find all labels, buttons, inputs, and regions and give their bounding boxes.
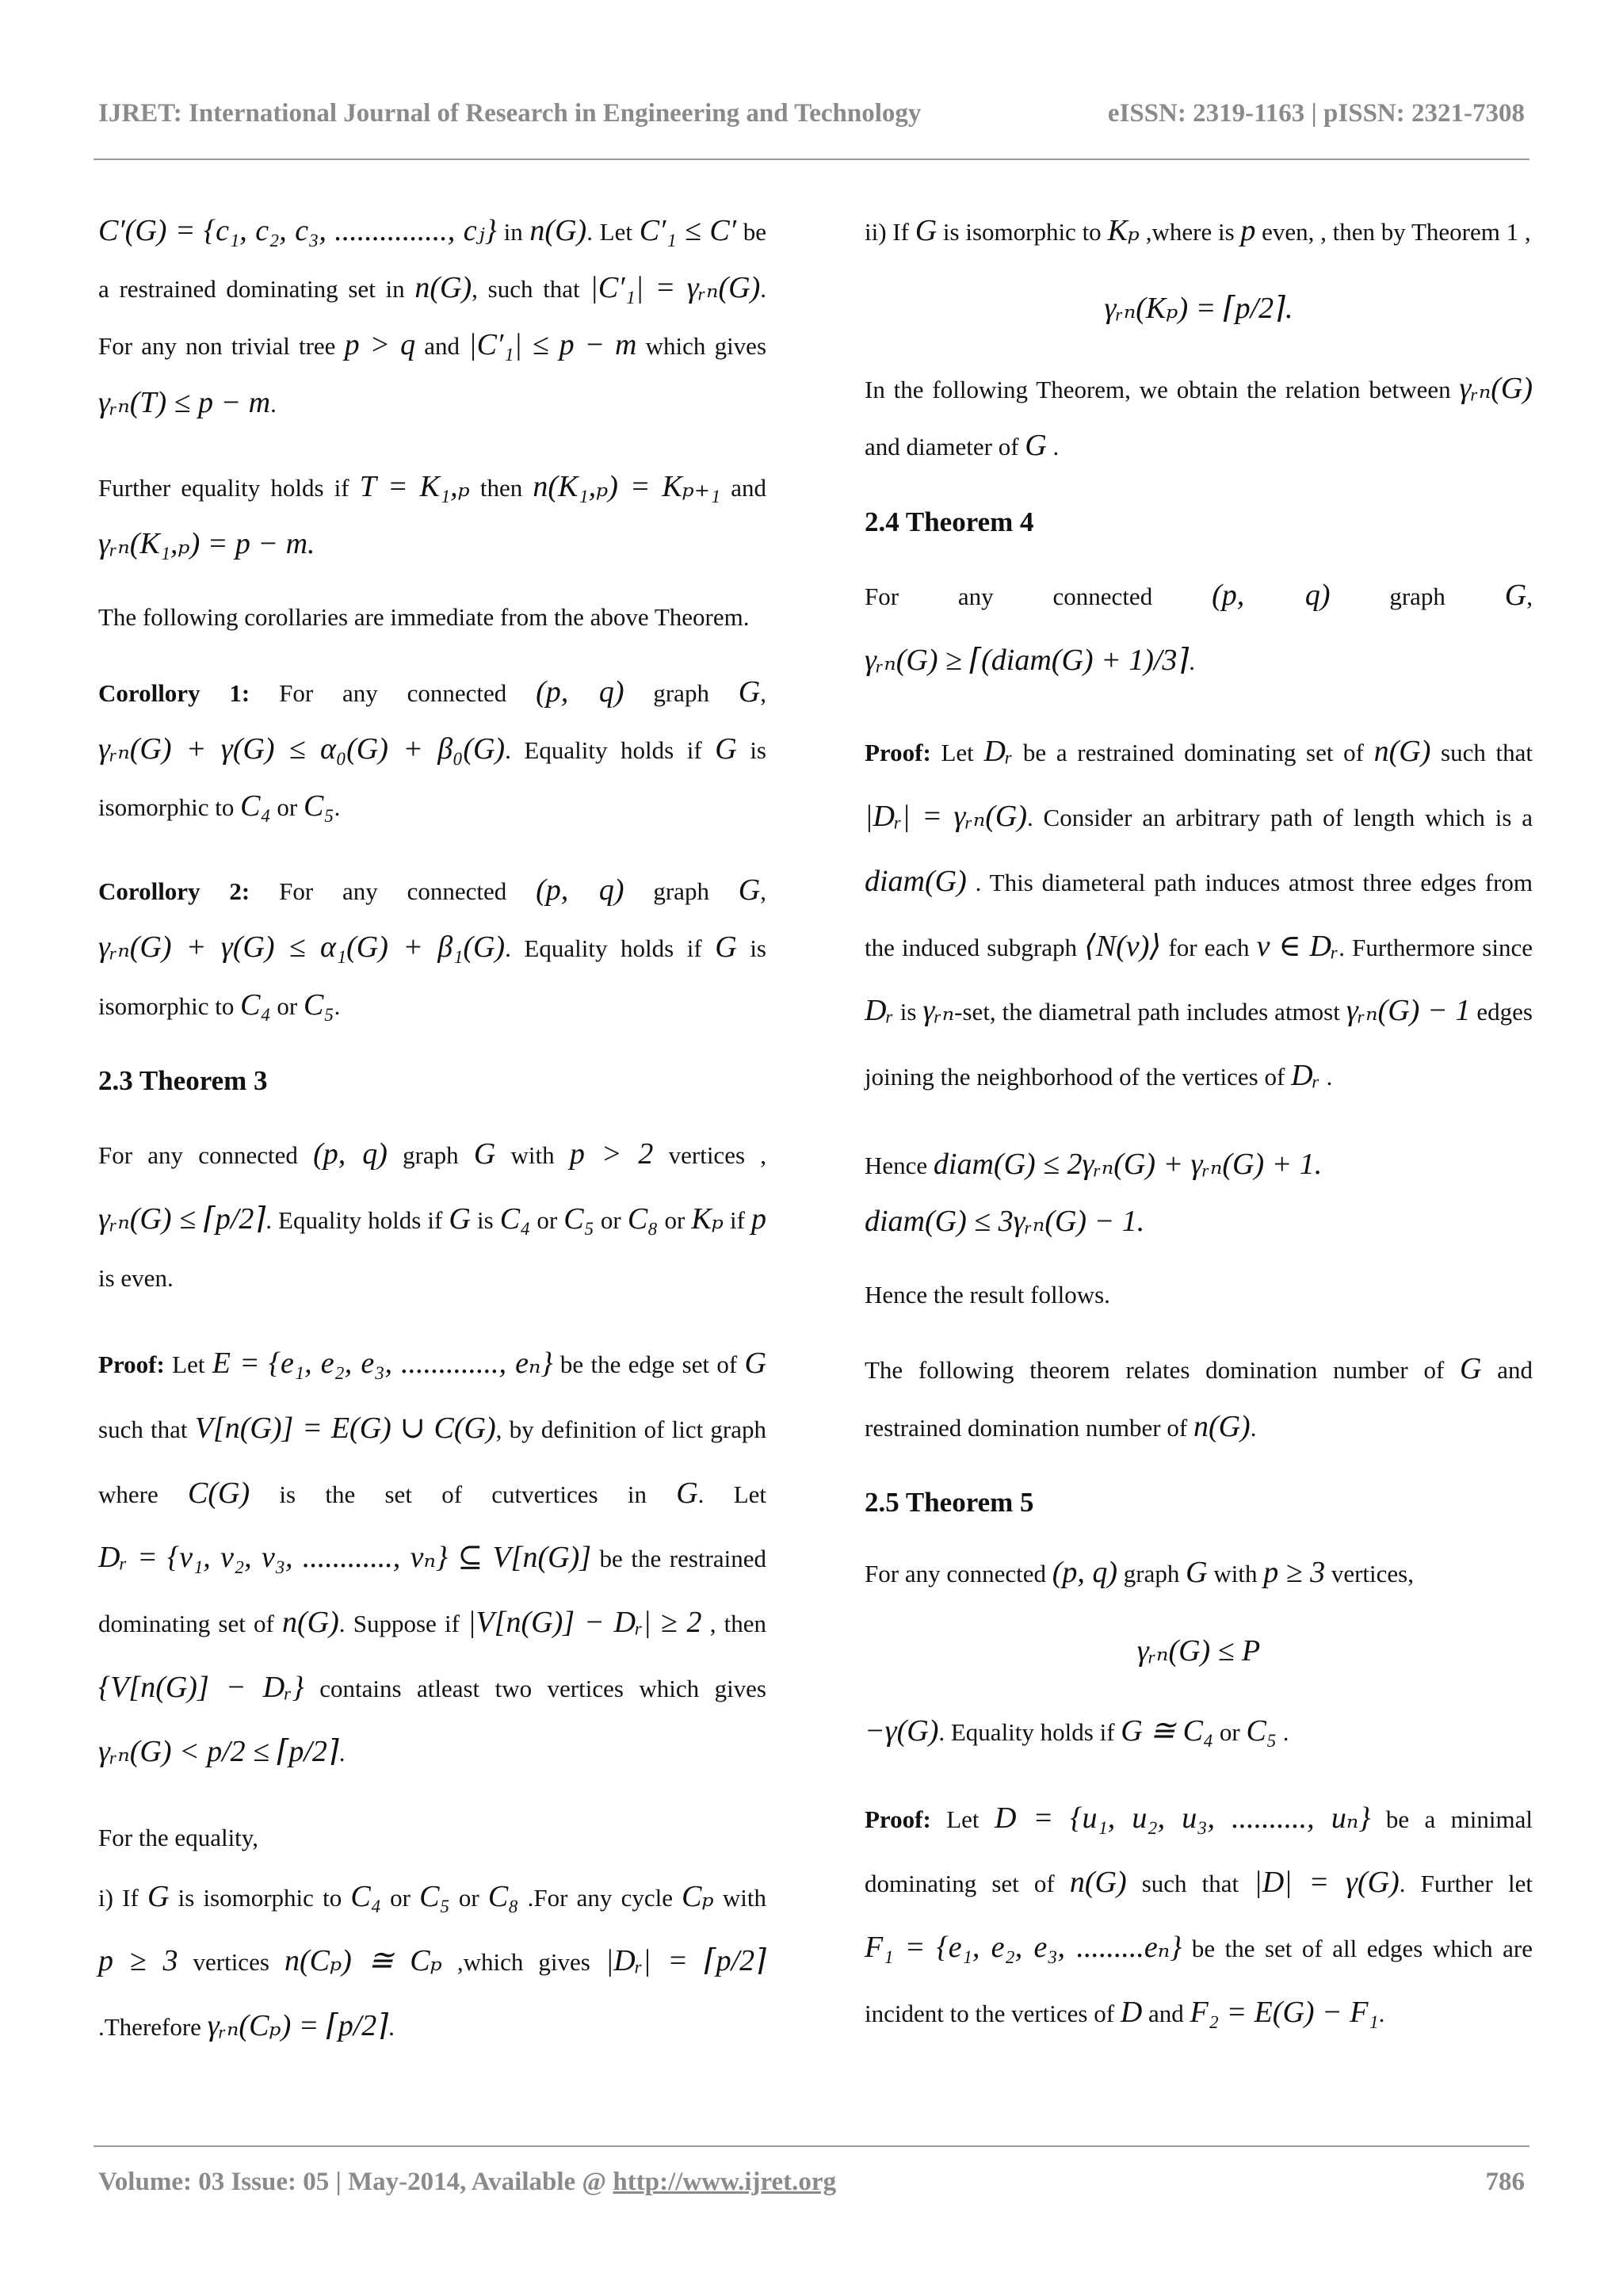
- paragraph-proof-continuation: C′(G) = {c₁, c₂, c₃, ..............., cⱼ} in n(G). Let C′₁ ≤ C′ be a restrained dominating set in n(G), such that |C′₁| = γᵣₙ(G). For any non trivial tree p > q and |C′₁| ≤ p − m which gives γᵣₙ(T) ≤ p − m.: [98, 214, 767, 419]
- theorem-4-heading: 2.4 Theorem 4: [865, 506, 1034, 537]
- header-rule: [94, 159, 1529, 160]
- issn-line: eISSN: 2319-1163 | pISSN: 2321-7308: [1107, 99, 1525, 128]
- equality-case-ii: ii) If G is isomorphic to Kₚ ,where is p even, , then by Theorem 1 ,: [865, 214, 1531, 247]
- paragraph-corollaries-intro: The following corollaries are immediate from the above Theorem.: [98, 603, 750, 632]
- page-header: [98, 99, 1525, 128]
- page-number: 786: [1485, 2168, 1525, 2196]
- equality-cases: For the equality, i) If G is isomorphic to C₄ or C₅ or C₈ .For any cycle Cₚ with p ≥ 3 vertices n(Cₚ) ≅ Cₚ ,which gives |Dᵣ| = ⌈p/2⌉ .Therefore γᵣₙ(Cₚ) = ⌈p/2⌉.: [98, 1824, 766, 2043]
- right-column: [865, 202, 1533, 2072]
- theorem-5-proof: Proof: Let D = {u₁, u₂, u₃, .........., uₙ} be a minimal dominating set of n(G) such that |D| = γ(G). Further let F₁ = {e₁, e₂, e₃, .........eₙ} be the set of all edges which are incident to the vertices of D and F₂ = E(G) − F₁.: [865, 1801, 1533, 2029]
- theorem-3-statement: For any connected (p, q) graph G with p > 2 vertices , γᵣₙ(G) ≤ ⌈p/2⌉. Equality holds if G is C₄ or C₅ or C₈ or Kₚ if p is even.: [98, 1137, 766, 1292]
- hence-inequalities: Hence diam(G) ≤ 2γᵣₙ(G) + γᵣₙ(G) + 1. diam(G) ≤ 3γᵣₙ(G) − 1.: [865, 1147, 1323, 1238]
- footer-rule: [94, 2145, 1529, 2147]
- journal-title: IJRET: International Journal of Research in Engineering and Technology: [98, 99, 922, 128]
- left-column: [98, 202, 766, 2086]
- theorem-5-statement: For any connected (p, q) graph G with p ≥ 3 vertices,: [865, 1556, 1414, 1590]
- display-equation-thm5: γᵣₙ(G) ≤ P: [1136, 1633, 1261, 1668]
- theorem-4-proof: Proof: Let Dᵣ be a restrained dominating set of n(G) such that |Dᵣ| = γᵣₙ(G). Consider an arbitrary path of length which is a diam(G) . This diameteral path induces atmost three edges from the induced subgraph ⟨N(v)⟩ for each v ∈ Dᵣ. Furthermore since Dᵣ is γᵣₙ-set, the diametral path includes atmost γᵣₙ(G) − 1 edges joining the neighborhood of the vertices of Dᵣ .: [865, 735, 1533, 1092]
- corollary-1: Corollory 1: For any connected (p, q) graph G, γᵣₙ(G) + γ(G) ≤ α₀(G) + β₀(G). Equality holds if G is isomorphic to C₄ or C₅.: [98, 674, 767, 823]
- paragraph-result-follows: Hence the result follows.: [865, 1280, 1110, 1308]
- journal-link[interactable]: http://www.ijret.org: [613, 2168, 837, 2196]
- volume-line: Volume: 03 Issue: 05 | May-2014, Available @ http://www.ijret.org: [98, 2168, 837, 2196]
- theorem-5-heading: 2.5 Theorem 5: [865, 1486, 1034, 1518]
- paragraph-domination-relation: The following theorem relates domination number of G and restrained domination number of n(G).: [865, 1352, 1533, 1443]
- theorem-4-statement: For any connected (p, q) graph G, γᵣₙ(G) ≥ ⌈(diam(G) + 1)/3⌉.: [865, 579, 1533, 677]
- corollary-2: Corollory 2: For any connected (p, q) graph G, γᵣₙ(G) + γ(G) ≤ α₁(G) + β₁(G). Equality holds if G is isomorphic to C₄ or C₅.: [98, 873, 767, 1022]
- theorem-3-heading: 2.3 Theorem 3: [98, 1064, 268, 1096]
- paragraph-equality: Further equality holds if T = K₁,ₚ then n(K₁,ₚ) = Kₚ₊₁ and γᵣₙ(K₁,ₚ) = p − m.: [98, 469, 767, 560]
- page-footer: [98, 2168, 1525, 2197]
- theorem-5-equality: −γ(G). Equality holds if G ≅ C₄ or C₅ .: [865, 1713, 1289, 1748]
- paragraph-diameter-intro: In the following Theorem, we obtain the relation between γᵣₙ(G) and diameter of G .: [865, 372, 1533, 463]
- theorem-3-proof: Proof: Let E = {e₁, e₂, e₃, ............., eₙ} be the edge set of G such that V[n(G)] = E(G) ∪ C(G), by definition of lict graph where C(G) is the set of cutvertices in G. Let Dᵣ = {v₁, v₂, v₃, ............, vₙ} ⊆ V[n(G)] be the restrained dominating set of n(G). Suppose if |V[n(G)] − Dᵣ| ≥ 2 , then {V[n(G)] − Dᵣ} contains atleast two vertices which gives γᵣₙ(G) < p/2 ≤ ⌈p/2⌉.: [98, 1347, 767, 1769]
- display-equation-kp: γᵣₙ(Kₚ) = ⌈p/2⌉.: [1104, 292, 1293, 326]
